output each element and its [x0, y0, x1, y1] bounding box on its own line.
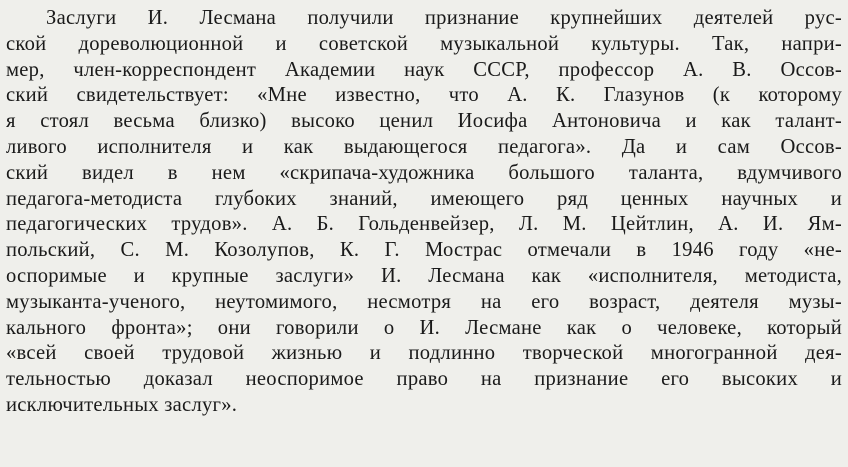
text-line: педагогических трудов». А. Б. Гольденвейзер, Л. М. Цейтлин, А. И. Ям-: [6, 213, 842, 236]
text-line: ский видел в нем «скрипача-художника большого таланта, вдумчивого: [6, 161, 842, 184]
text-line: ской дореволюционной и советской музыкальной культуры. Так, напри-: [6, 32, 842, 55]
text-line: педагога-методиста глубоких знаний, имеющего ряд ценных научных и: [6, 187, 842, 210]
body-paragraph: [6, 6, 842, 419]
text-line: Заслуги И. Лесмана получили признание крупнейших деятелей рус-: [46, 7, 842, 29]
text-line: ливого исполнителя и как выдающегося педагога». Да и сам Оссов-: [6, 135, 842, 158]
text-line: исключительных заслуг».: [6, 393, 238, 416]
text-line: польский, С. М. Козолупов, К. Г. Мострас отмечали в 1946 году «не-: [6, 239, 842, 262]
text-line: кального фронта»; они говорили о И. Лесмане как о человеке, который: [6, 316, 842, 339]
text-line: мер, член-корреспондент Академии наук СССР, профессор А. В. Оссов-: [6, 58, 842, 81]
text-line: оспоримые и крупные заслуги» И. Лесмана как «исполнителя, методиста,: [6, 264, 842, 287]
text-line: «всей своей трудовой жизнью и подлинно творческой многогранной дея-: [6, 342, 842, 365]
text-line: я стоял весьма близко) высоко ценил Иосифа Антоновича и как талант-: [6, 110, 842, 133]
text-line: музыканта-ученого, неутомимого, несмотря на его возраст, деятеля музы-: [6, 290, 842, 313]
text-line: тельностью доказал неоспоримое право на признание его высоких и: [6, 368, 842, 391]
text-line: ский свидетельствует: «Мне известно, что А. К. Глазунов (к которому: [6, 84, 842, 107]
